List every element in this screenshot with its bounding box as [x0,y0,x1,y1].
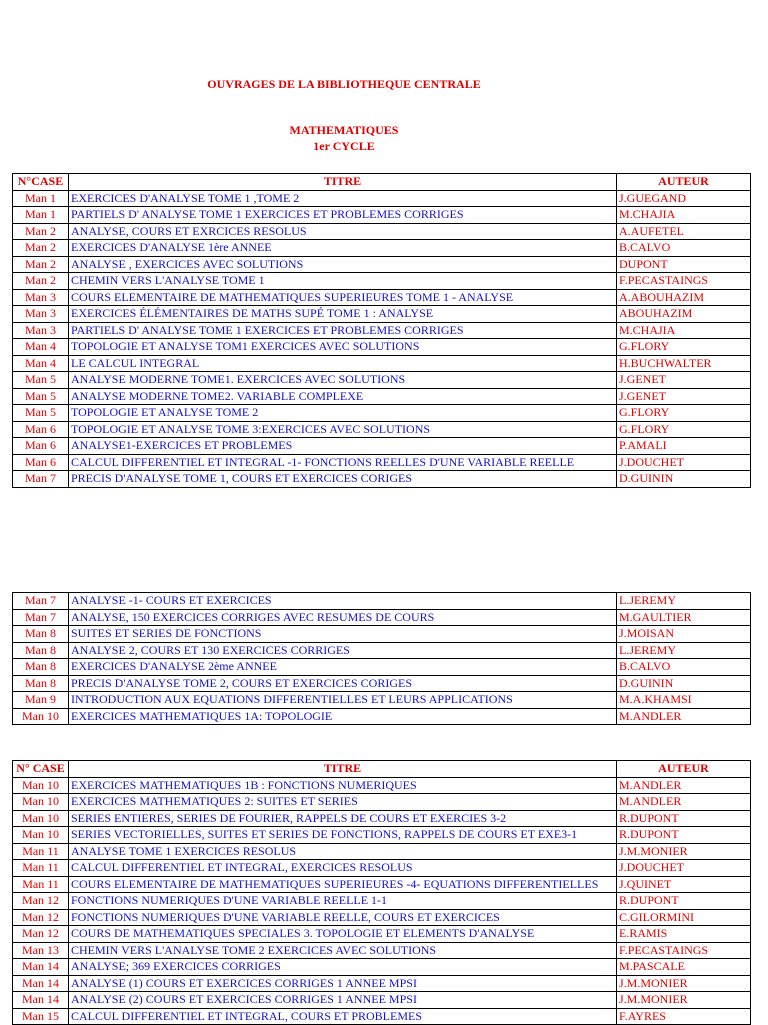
case-cell: Man 10 [13,777,69,794]
title-cell: PRECIS D'ANALYSE TOME 2, COURS ET EXERCICES CORIGES [69,675,617,692]
author-cell: F.PECASTAINGS [617,942,751,959]
case-cell: Man 10 [13,794,69,811]
table-row [13,626,751,643]
case-cell: Man 10 [13,827,69,844]
books-table-3 [12,760,751,1025]
table-row [13,926,751,943]
author-cell: C.GILORMINI [617,909,751,926]
author-cell: M.A.KHAMSI [617,692,751,709]
author-cell: G.FLORY [617,339,751,356]
table-row [13,777,751,794]
title-cell: SERIES VECTORIELLES, SUITES ET SERIES DE FONCTIONS, RAPPELS DE COURS ET EXE3-1 [69,827,617,844]
case-cell: Man 9 [13,692,69,709]
author-cell: L.JEREMY [617,593,751,610]
title-cell: FONCTIONS NUMERIQUES D'UNE VARIABLE REELLE 1-1 [69,893,617,910]
case-cell: Man 1 [13,207,69,224]
header-title: TITRE [69,174,617,191]
author-cell: L.JEREMY [617,642,751,659]
case-cell: Man 5 [13,388,69,405]
table-header-row [13,761,751,778]
case-cell: Man 2 [13,256,69,273]
author-cell: B.CALVO [617,240,751,257]
table-row [13,642,751,659]
author-cell: R.DUPONT [617,893,751,910]
author-cell: F.PECASTAINGS [617,273,751,290]
case-cell: Man 6 [13,438,69,455]
table-row [13,454,751,471]
header-author: AUTEUR [617,174,751,191]
table-row [13,273,751,290]
title-cell: ANALYSE , EXERCICES AVEC SOLUTIONS [69,256,617,273]
author-cell: P.AMALI [617,438,751,455]
case-cell: Man 14 [13,959,69,976]
title-cell: EXERCICES D'ANALYSE 2ème ANNEE [69,659,617,676]
case-cell: Man 10 [13,810,69,827]
title-cell: CALCUL DIFFERENTIEL ET INTEGRAL, EXERCICES RESOLUS [69,860,617,877]
title-cell: EXERCICES D'ANALYSE TOME 1 ,TOME 2 [69,190,617,207]
title-cell: LE CALCUL INTEGRAL [69,355,617,372]
table-row [13,794,751,811]
case-cell: Man 3 [13,289,69,306]
table-row [13,306,751,323]
case-cell: Man 7 [13,471,69,488]
table-row [13,421,751,438]
table-row [13,992,751,1009]
title-cell: CALCUL DIFFERENTIEL ET INTEGRAL, COURS ET PROBLEMES [69,1008,617,1025]
author-cell: A.ABOUHAZIM [617,289,751,306]
case-cell: Man 2 [13,273,69,290]
table-row [13,959,751,976]
table-row [13,207,751,224]
document-title: OUVRAGES DE LA BIBLIOTHEQUE CENTRALE [207,77,481,91]
case-cell: Man 5 [13,372,69,389]
author-cell: J.QUINET [617,876,751,893]
table-row [13,876,751,893]
case-cell: Man 13 [13,942,69,959]
books-table-1 [12,173,751,488]
author-cell: ABOUHAZIM [617,306,751,323]
table-row [13,190,751,207]
table-row [13,827,751,844]
cycle-heading: 1er CYCLE [313,139,375,153]
author-cell: J.M.MONIER [617,843,751,860]
author-cell: M.CHAJIA [617,207,751,224]
header-case: N° CASE [13,761,69,778]
books-table-2 [12,592,751,725]
author-cell: M.ANDLER [617,777,751,794]
author-cell: J.GENET [617,372,751,389]
author-cell: J.M.MONIER [617,992,751,1009]
author-cell: B.CALVO [617,659,751,676]
author-cell: A.AUFETEL [617,223,751,240]
title-cell: SUITES ET SERIES DE FONCTIONS [69,626,617,643]
author-cell: M.ANDLER [617,794,751,811]
table-row [13,708,751,725]
table-row [13,593,751,610]
title-cell: CHEMIN VERS L'ANALYSE TOME 1 [69,273,617,290]
table-row [13,675,751,692]
title-cell: TOPOLOGIE ET ANALYSE TOME 2 [69,405,617,422]
title-cell: CHEMIN VERS L'ANALYSE TOME 2 EXERCICES AVEC SOLUTIONS [69,942,617,959]
case-cell: Man 8 [13,675,69,692]
title-cell: ANALYSE (1) COURS ET EXERCICES CORRIGES 1 ANNEE MPSI [69,975,617,992]
case-cell: Man 14 [13,975,69,992]
author-cell: R.DUPONT [617,827,751,844]
author-cell: G.FLORY [617,421,751,438]
table-row [13,609,751,626]
table-row [13,240,751,257]
author-cell: J.DOUCHET [617,454,751,471]
title-cell: CALCUL DIFFERENTIEL ET INTEGRAL -1- FONCTIONS REELLES D'UNE VARIABLE REELLE [69,454,617,471]
case-cell: Man 4 [13,355,69,372]
table-row [13,438,751,455]
title-cell: ANALYSE, 150 EXERCICES CORRIGES AVEC RESUMES DE COURS [69,609,617,626]
author-cell: F.AYRES [617,1008,751,1025]
case-cell: Man 10 [13,708,69,725]
author-cell: E.RAMIS [617,926,751,943]
case-cell: Man 2 [13,223,69,240]
table-row [13,339,751,356]
title-cell: EXERCICES ÉLÉMENTAIRES DE MATHS SUPÉ TOME 1 : ANALYSE [69,306,617,323]
header-author: AUTEUR [617,761,751,778]
author-cell: M.CHAJIA [617,322,751,339]
case-cell: Man 14 [13,992,69,1009]
case-cell: Man 11 [13,843,69,860]
author-cell: J.M.MONIER [617,975,751,992]
author-cell: G.FLORY [617,405,751,422]
title-cell: EXERCICES D'ANALYSE 1ère ANNEE [69,240,617,257]
table-row [13,471,751,488]
table-row [13,975,751,992]
title-cell: TOPOLOGIE ET ANALYSE TOME 3:EXERCICES AVEC SOLUTIONS [69,421,617,438]
title-cell: EXERCICES MATHEMATIQUES 2: SUITES ET SERIES [69,794,617,811]
table-row [13,942,751,959]
header-title: TITRE [69,761,617,778]
case-cell: Man 7 [13,609,69,626]
table-row [13,843,751,860]
title-cell: ANALYSE -1- COURS ET EXERCICES [69,593,617,610]
title-cell: PARTIELS D' ANALYSE TOME 1 EXERCICES ET PROBLEMES CORRIGES [69,207,617,224]
author-cell: M.PASCALE [617,959,751,976]
title-cell: ANALYSE (2) COURS ET EXERCICES CORRIGES 1 ANNEE MPSI [69,992,617,1009]
title-cell: ANALYSE 2, COURS ET 130 EXERCICES CORRIGES [69,642,617,659]
case-cell: Man 4 [13,339,69,356]
author-cell: H.BUCHWALTER [617,355,751,372]
title-cell: ANALYSE MODERNE TOME1. EXERCICES AVEC SOLUTIONS [69,372,617,389]
table-row [13,223,751,240]
author-cell: M.GAULTIER [617,609,751,626]
table-row [13,692,751,709]
author-cell: R.DUPONT [617,810,751,827]
table-row [13,355,751,372]
title-cell: ANALYSE1-EXERCICES ET PROBLEMES [69,438,617,455]
case-cell: Man 8 [13,659,69,676]
title-cell: COURS DE MATHEMATIQUES SPECIALES 3. TOPOLOGIE ET ELEMENTS D'ANALYSE [69,926,617,943]
subject-heading: MATHEMATIQUES [289,123,399,137]
title-cell: ANALYSE, COURS ET EXRCICES RESOLUS [69,223,617,240]
title-cell: INTRODUCTION AUX EQUATIONS DIFFERENTIELLES ET LEURS APPLICATIONS [69,692,617,709]
table-row [13,1008,751,1025]
case-cell: Man 8 [13,642,69,659]
header-case: N°CASE [13,174,69,191]
table-row [13,405,751,422]
table-row [13,372,751,389]
case-cell: Man 11 [13,860,69,877]
case-cell: Man 3 [13,322,69,339]
title-cell: PARTIELS D' ANALYSE TOME 1 EXERCICES ET PROBLEMES CORRIGES [69,322,617,339]
table-header-row [13,174,751,191]
title-cell: FONCTIONS NUMERIQUES D'UNE VARIABLE REELLE, COURS ET EXERCICES [69,909,617,926]
author-cell: J.GUEGAND [617,190,751,207]
title-cell: EXERCICES MATHEMATIQUES 1B : FONCTIONS NUMERIQUES [69,777,617,794]
title-cell: ANALYSE MODERNE TOME2. VARIABLE COMPLEXE [69,388,617,405]
case-cell: Man 1 [13,190,69,207]
case-cell: Man 5 [13,405,69,422]
title-cell: COURS ELEMENTAIRE DE MATHEMATIQUES SUPERIEURES -4- EQUATIONS DIFFERENTIELLES [69,876,617,893]
author-cell: J.MOISAN [617,626,751,643]
case-cell: Man 3 [13,306,69,323]
case-cell: Man 8 [13,626,69,643]
table-row [13,659,751,676]
title-cell: SERIES ENTIERES, SERIES DE FOURIER, RAPPELS DE COURS ET EXERCIES 3-2 [69,810,617,827]
case-cell: Man 15 [13,1008,69,1025]
title-cell: ANALYSE; 369 EXERCICES CORRIGES [69,959,617,976]
table-row [13,256,751,273]
case-cell: Man 6 [13,421,69,438]
table-row [13,810,751,827]
case-cell: Man 12 [13,926,69,943]
table-row [13,893,751,910]
case-cell: Man 6 [13,454,69,471]
author-cell: D.GUININ [617,471,751,488]
case-cell: Man 2 [13,240,69,257]
author-cell: DUPONT [617,256,751,273]
author-cell: M.ANDLER [617,708,751,725]
table-row [13,860,751,877]
table-row [13,289,751,306]
table-row [13,909,751,926]
title-cell: PRECIS D'ANALYSE TOME 1, COURS ET EXERCICES CORIGES [69,471,617,488]
title-cell: TOPOLOGIE ET ANALYSE TOM1 EXERCICES AVEC SOLUTIONS [69,339,617,356]
case-cell: Man 12 [13,909,69,926]
case-cell: Man 12 [13,893,69,910]
table-row [13,322,751,339]
table-row [13,388,751,405]
author-cell: D.GUININ [617,675,751,692]
author-cell: J.GENET [617,388,751,405]
title-cell: COURS ELEMENTAIRE DE MATHEMATIQUES SUPERIEURES TOME 1 - ANALYSE [69,289,617,306]
case-cell: Man 7 [13,593,69,610]
case-cell: Man 11 [13,876,69,893]
title-cell: ANALYSE TOME 1 EXERCICES RESOLUS [69,843,617,860]
author-cell: J.DOUCHET [617,860,751,877]
title-cell: EXERCICES MATHEMATIQUES 1A: TOPOLOGIE [69,708,617,725]
